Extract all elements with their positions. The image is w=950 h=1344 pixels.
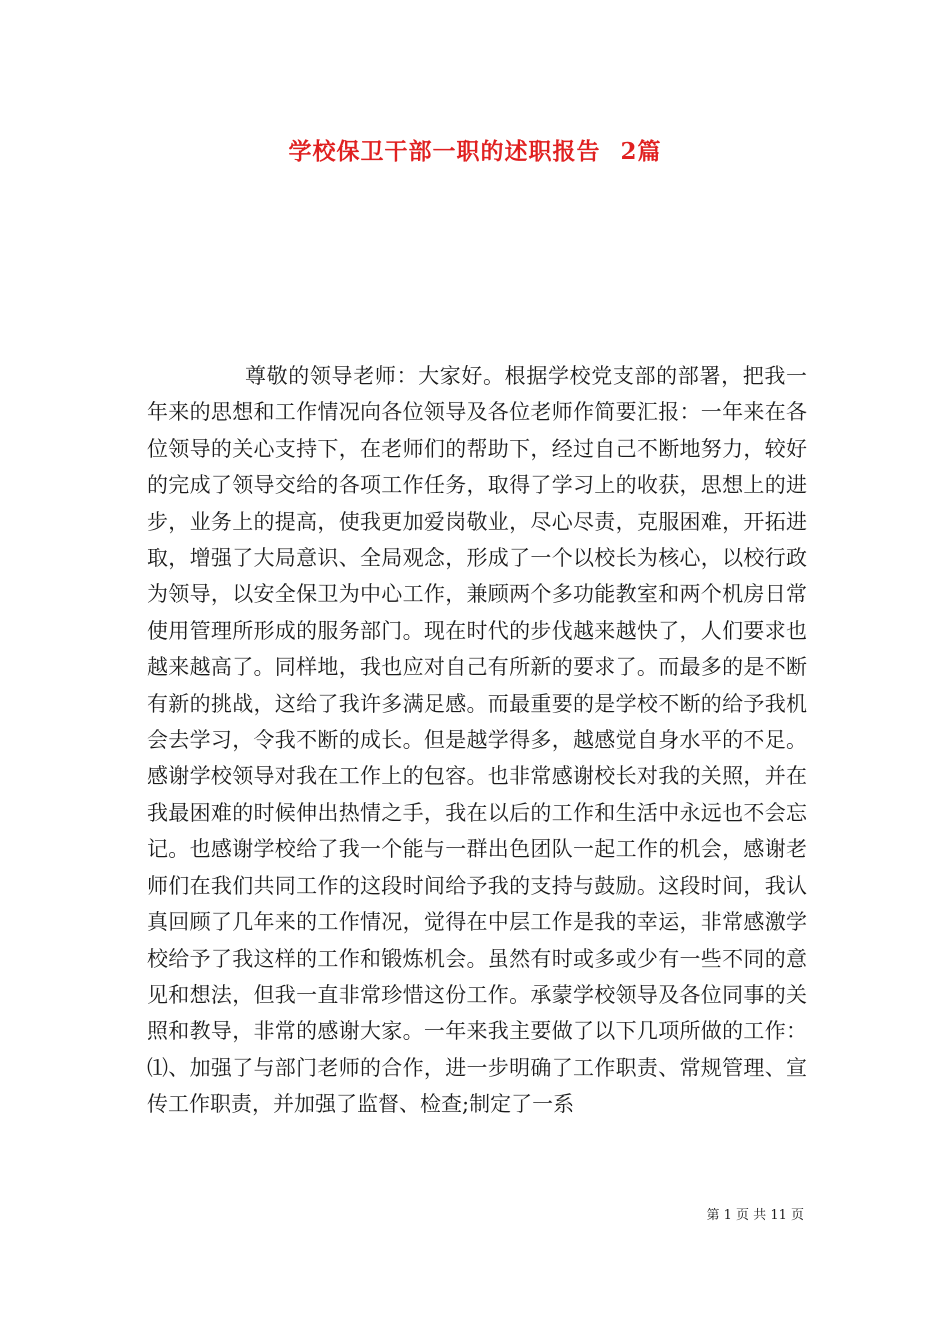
document-title-main: 学校保卫干部一职的述职报告 — [288, 138, 601, 165]
document-title — [0, 133, 950, 166]
document-title-suffix: 2篇 — [620, 138, 662, 165]
page-number: 第 1 页 共 11 页 — [706, 1208, 804, 1223]
document-body — [147, 358, 807, 1123]
body-paragraph: 尊敬的领导老师：大家好。根据学校党支部的部署，把我一年来的思想和工作情况向各位领导及各位老师作简要汇报：一年来在各位领导的关心支持下，在老师们的帮助下，经过自己不断地努力，较好的完成了领导交给的各项工作任务，取得了学习上的收获，思想上的进步，业务上的提高，使我更加爱岗敬业，尽心尽责，克服困难，开拓进取，增强了大局意识、全局观念，形成了一个以校长为核心，以校行政为领导，以安全保卫为中心工作，兼顾两个多功能教室和两个机房日常使用管理所形成的服务部门。现在时代的步伐越来越快了，人们要求也越来越高了。同样地，我也应对自己有所新的要求了。而最多的是不断有新的挑战，这给了我许多满足感。而最重要的是学校不断的给予我机会去学习，令我不断的成长。但是越学得多，越感觉自身水平的不足。感谢学校领导对我在工作上的包容。也非常感谢校长对我的关照，并在我最困难的时候伸出热情之手，我在以后的工作和生活中永远也不会忘记。也感谢学校给了我一个能与一群出色团队一起工作的机会，感谢老师们在我们共同工作的这段时间给予我的支持与鼓励。这段时间，我认真回顾了几年来的工作情况，觉得在中层工作是我的幸运，非常感激学校给予了我这样的工作和锻炼机会。虽然有时或多或少有一些不同的意见和想法，但我一直非常珍惜这份工作。承蒙学校领导及各位同事的关照和教导，非常的感谢大家。一年来我主要做了以下几项所做的工作：⑴、加强了与部门老师的合作，进一步明确了工作职责、常规管理、宣传工作职责，并加强了监督、检查;制定了一系 — [147, 364, 807, 1117]
